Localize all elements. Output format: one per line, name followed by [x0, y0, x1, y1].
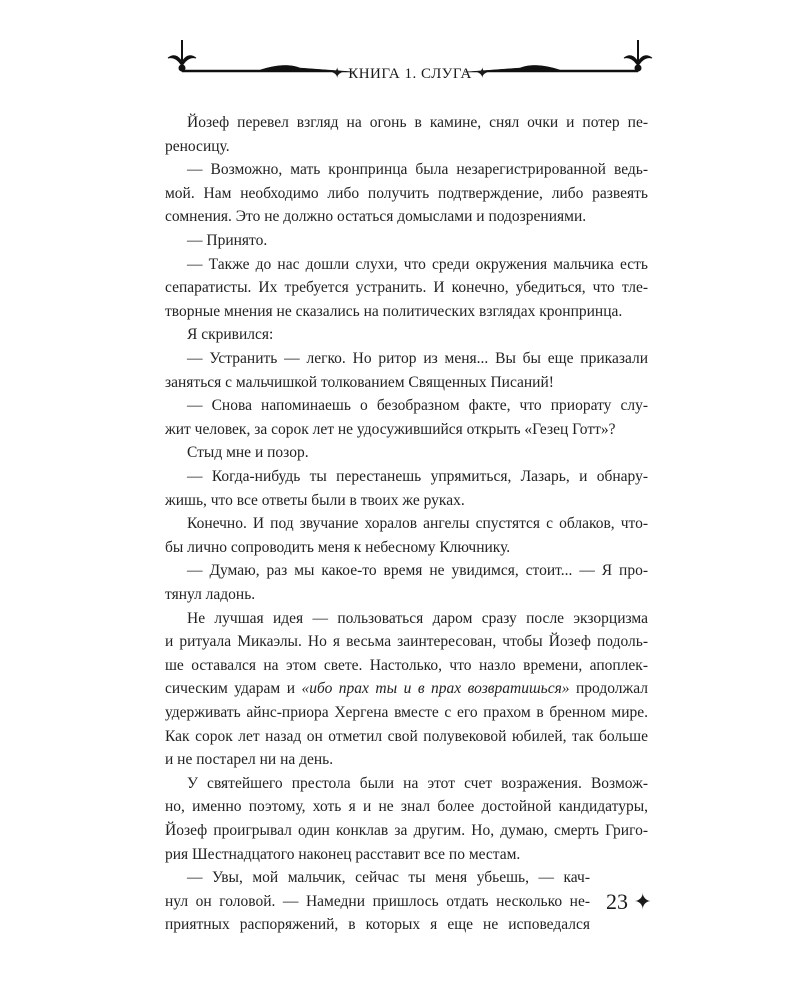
text-line — [165, 466, 648, 488]
text-line-content — [165, 891, 590, 913]
text-line-content — [165, 820, 648, 842]
text-line-content — [165, 631, 648, 653]
text-span: — Устранить — легко. Но ритор из меня... Вы бы еще приказали — [187, 350, 648, 367]
text-line — [165, 537, 648, 559]
text-span: реносицу. — [165, 137, 230, 155]
text-span: жит человек, за сорок лет не удосужившийся открыть «Гезец Готт»? — [165, 420, 616, 438]
text-line-content — [187, 395, 648, 417]
text-line — [165, 136, 648, 158]
running-head-title: ✦ КНИГА 1. СЛУГА ✦ — [330, 66, 490, 82]
text-span: Как сорок лет назад он отметил свой полувековой юбилей, так больше — [165, 727, 648, 745]
text-line — [165, 773, 648, 795]
text-line — [165, 301, 648, 323]
text-line — [165, 702, 648, 724]
text-line-content — [187, 159, 648, 181]
text-span: — Когда-нибудь ты перестанешь упрямиться, Лазарь, и обнару- — [187, 468, 648, 485]
italic-quote: «ибо прах ты и в прах возвратишься» — [301, 680, 570, 698]
text-line — [165, 490, 648, 512]
text-span: Стыд мне и позор. — [187, 444, 309, 462]
text-line — [165, 584, 648, 606]
text-span: Не лучшая идея — пользоваться даром сразу после экзорцизма — [187, 609, 648, 627]
text-span: У святейшего престола были на этот счет возражения. Возмож- — [187, 774, 648, 792]
text-line-content — [165, 749, 648, 771]
text-line-content — [165, 584, 648, 606]
text-line-content — [187, 867, 590, 889]
text-line — [165, 560, 648, 582]
text-line-content — [165, 183, 648, 205]
text-line-content — [165, 277, 648, 299]
text-span: тянул ладонь. — [165, 586, 256, 603]
text-span: ше оставался на этом свете. Настолько, что назло времени, апоплек- — [165, 656, 648, 674]
text-line-content — [165, 678, 648, 700]
text-span: — Увы, мой мальчик, сейчас ты меня убьешь, — кач- — [187, 869, 590, 887]
text-line-content — [165, 136, 648, 158]
text-span: — Также до нас дошли слухи, что среди окружения мальчика есть — [187, 255, 648, 273]
text-span: творные мнения не сказались на политических взглядах кронпринца. — [165, 302, 623, 320]
text-line-content — [165, 914, 590, 936]
text-span: приятных распоряжений, в которых я еще не исповедался — [165, 916, 590, 934]
text-line — [165, 867, 590, 889]
text-span: продолжал — [569, 680, 648, 698]
text-line — [165, 183, 648, 205]
running-header — [150, 40, 670, 90]
text-line-content — [187, 230, 648, 252]
text-line-content — [165, 844, 648, 866]
text-line — [165, 159, 648, 181]
text-line-content — [187, 442, 648, 464]
text-span: — Снова напоминаешь о безобразном факте, что приорату слу- — [187, 397, 648, 415]
text-line — [165, 749, 648, 771]
text-line — [165, 230, 648, 252]
page-number: 23 ✦ — [606, 888, 652, 914]
text-line — [165, 655, 648, 677]
text-line — [165, 513, 648, 535]
text-line-content — [187, 513, 648, 535]
text-line — [165, 206, 648, 228]
text-line-content — [165, 490, 648, 512]
text-line — [165, 914, 590, 936]
text-line-content — [165, 301, 648, 323]
text-line — [165, 608, 648, 630]
text-line — [165, 348, 648, 370]
text-line — [165, 820, 648, 842]
text-span: — Принято. — [187, 232, 268, 249]
text-span: Конечно. И под звучание хоралов ангелы спустятся с облаков, что- — [187, 515, 648, 533]
text-line-content — [165, 537, 648, 559]
text-span: мой. Нам необходимо либо получить подтверждение, либо развеять — [165, 184, 648, 202]
text-line-content — [187, 608, 648, 630]
text-span: Йозеф перевел взгляд на огонь в камине, снял очки и потер пе- — [187, 114, 648, 131]
text-line-content — [187, 324, 648, 346]
text-line-content — [187, 348, 648, 370]
text-span: — Думаю, раз мы какое-то время не увидимся, стоит... — Я про- — [187, 562, 648, 580]
text-span: Йозеф проигрывал один конклав за другим. Но, думаю, смерть Григо- — [165, 822, 648, 839]
text-line-content — [187, 112, 648, 134]
text-span: — Возможно, мать кронпринца была незарегистрированной ведь- — [187, 161, 648, 179]
text-span: сомнения. Это не должно остаться домыслами и подозрениями. — [165, 208, 587, 226]
text-line — [165, 678, 648, 700]
text-line-content — [187, 773, 648, 795]
text-span: сическим ударам и — [165, 680, 302, 698]
text-span: бы лично сопроводить меня к небесному Ключнику. — [165, 538, 511, 556]
text-line — [165, 395, 648, 417]
text-span: рия Шестнадцатого наконец расставит все по местам. — [165, 845, 521, 863]
text-span: удерживать айнс-приора Хергена вместе с его прахом в бренном мире. — [165, 704, 648, 721]
text-line — [165, 442, 648, 464]
text-line — [165, 891, 590, 913]
text-span: Я скривился: — [187, 326, 274, 344]
text-span: заняться с мальчишкой толкованием Священных Писаний! — [165, 373, 554, 391]
text-line — [165, 844, 648, 866]
text-line-content — [165, 702, 648, 724]
text-line — [165, 324, 648, 346]
text-line-content — [165, 796, 648, 818]
text-line-content — [187, 466, 648, 488]
text-line-content — [165, 726, 648, 748]
text-line — [165, 419, 648, 441]
text-line — [165, 726, 648, 748]
text-span: жишь, что все ответы были в твоих же руках. — [165, 491, 465, 509]
text-line — [165, 112, 648, 134]
text-line-content — [165, 655, 648, 677]
text-span: и не постарел ни на день. — [165, 751, 334, 769]
text-line-content — [165, 206, 648, 228]
text-line-content — [187, 560, 648, 582]
text-line — [165, 254, 648, 276]
text-span: нул он головой. — Намедни пришлось отдать несколько не- — [165, 892, 590, 910]
text-line-content — [165, 372, 648, 394]
text-line — [165, 277, 648, 299]
text-line-content — [187, 254, 648, 276]
text-span: и ритуала Микаэлы. Но я весьма заинтересован, чтобы Йозеф подоль- — [165, 633, 648, 651]
text-line — [165, 796, 648, 818]
text-span: сепаратисты. Их требуется устранить. И конечно, убедиться, что тле- — [165, 279, 648, 297]
text-line — [165, 631, 648, 653]
text-line — [165, 372, 648, 394]
text-line-content — [165, 419, 648, 441]
text-span: но, именно поэтому, хоть я и не знал более достойной кандидатуры, — [165, 798, 648, 816]
